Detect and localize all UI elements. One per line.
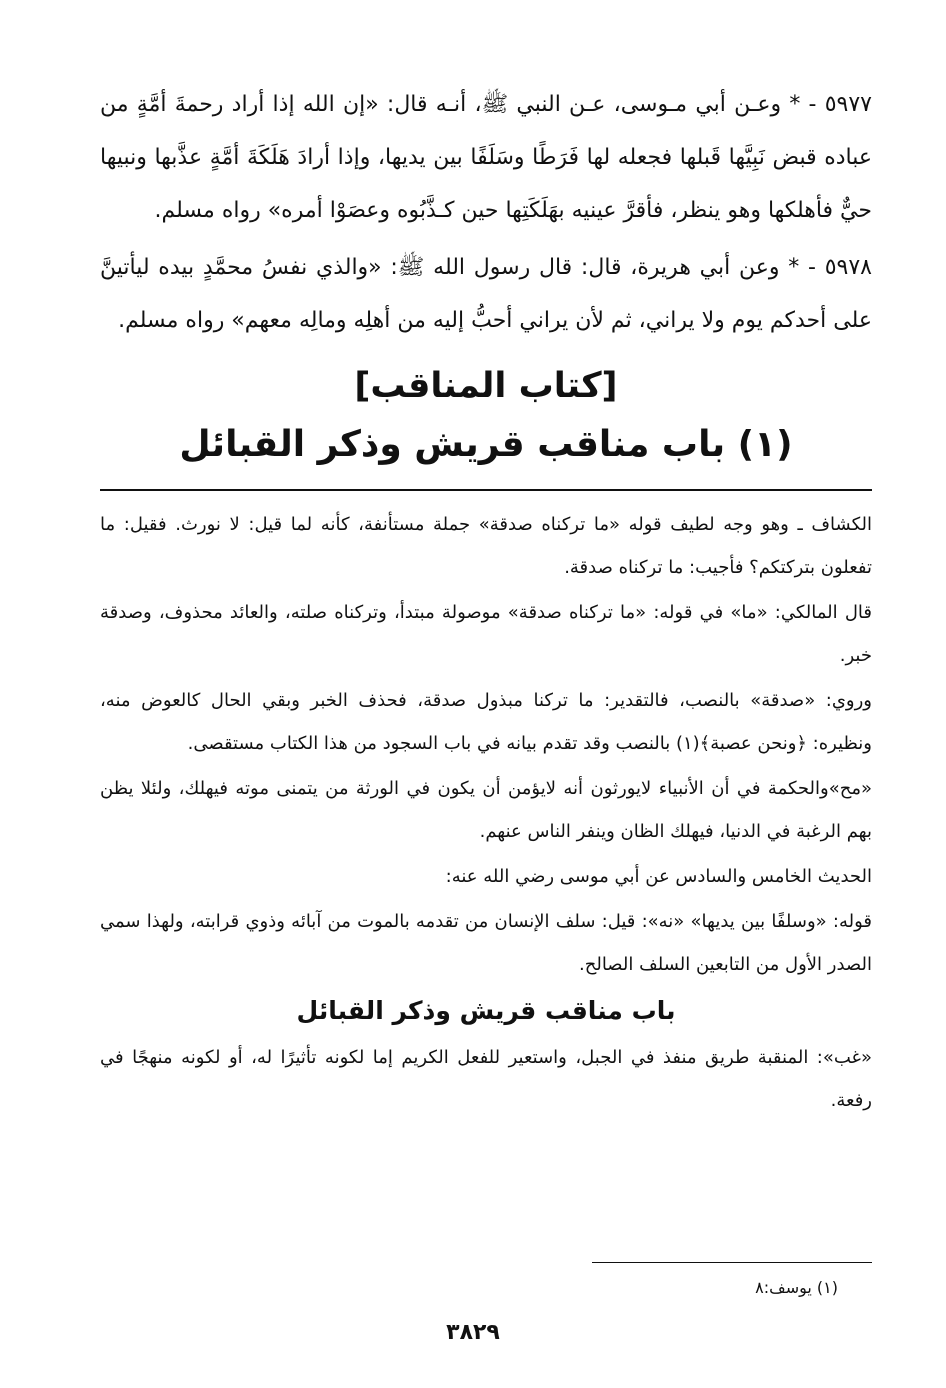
commentary-paragraph: وروي: «صدقة» بالنصب، فالتقدير: ما تركنا مبذول صدقة، فحذف الخبر وبقي الحال كالعوض منه، ونظيره: ﴿ونحن عصبة﴾(١) بالنصب وقد تقدم بيانه في باب السجود من هذا الكتاب مستقصى.: [100, 690, 872, 754]
commentary-paragraph: قوله: «وسلفًا بين يديها» «نه»: قيل: سلف الإنسان من تقدمه بالموت من آبائه وذوي قرابته، ولهذا سمي الصدر الأول من التابعين السلف الصالح.: [100, 911, 872, 975]
book-title: [كتاب المناقب]: [354, 366, 618, 406]
commentary-section: [100, 503, 872, 1122]
page-body: [100, 78, 872, 1124]
section-divider: [100, 489, 872, 491]
commentary-paragraph: قال المالكي: «ما» في قوله: «ما تركناه صدقة» موصولة مبتدأ، وتركناه صلته، والعائد محذوف، وصدقة خبر.: [100, 602, 872, 666]
hadith-5978: ٥٩٧٨ - * وعن أبي هريرة، قال: قال رسول الله ﷺ: «والذي نفسُ محمَّدٍ بيده ليأتينَّ على أحدكم يوم ولا يراني، ثم لأن يراني أحبُّ إليه من أهلِه ومالِه معهم» رواه مسلم.: [100, 255, 872, 333]
chapter-title: (١) باب مناقب قريش وذكر القبائل: [179, 424, 793, 465]
commentary-subheading: باب مناقب قريش وذكر القبائل: [296, 996, 676, 1025]
commentary-paragraph: «غب»: المنقبة طريق منفذ في الجبل، واستعير للفعل الكريم إما لكونه تأثيرًا له، أو لكونه منهجًا في رفعة.: [100, 1047, 872, 1111]
page-number: ٣٨٢٩: [446, 1320, 500, 1345]
commentary-paragraph: «مح»والحكمة في أن الأنبياء لايورثون أنه لايؤمن أن يكون في الورثة من يتمنى موته فيهلك، ولئلا يظن بهم الرغبة في الدنيا، فيهلك الظان وينفر الناس عنهم.: [100, 778, 872, 842]
footnote-divider: [592, 1262, 872, 1263]
commentary-paragraph: الكشاف ـ وهو وجه لطيف قوله «ما تركناه صدقة» جملة مستأنفة، كأنه لما قيل: لا نورث. فقيل: ما تفعلون بتركتكم؟ فأجيب: ما تركناه صدقة.: [100, 514, 872, 578]
commentary-paragraph: الحديث الخامس والسادس عن أبي موسى رضي الله عنه:: [445, 866, 872, 887]
hadith-5977: ٥٩٧٧ - * وعـن أبي مـوسى، عـن النبي ﷺ، أنـه قال: «إن الله إذا أراد رحمةَ أمَّةٍ من عباده قبض نَبِيَّها قَبلها فجعله لها فَرَطًا وسَلَفًا بين يديها، وإذا أرادَ هَلَكَةَ أمَّةٍ عذَّبها ونبيها حيٌّ فأهلكها وهو ينظر، فأقرَّ عينيه بهَلَكَتِها حين كـذَّبُوه وعصَوْا أمره» رواه مسلم.: [100, 92, 872, 223]
footnote: (١) يوسف:٨: [755, 1278, 838, 1297]
